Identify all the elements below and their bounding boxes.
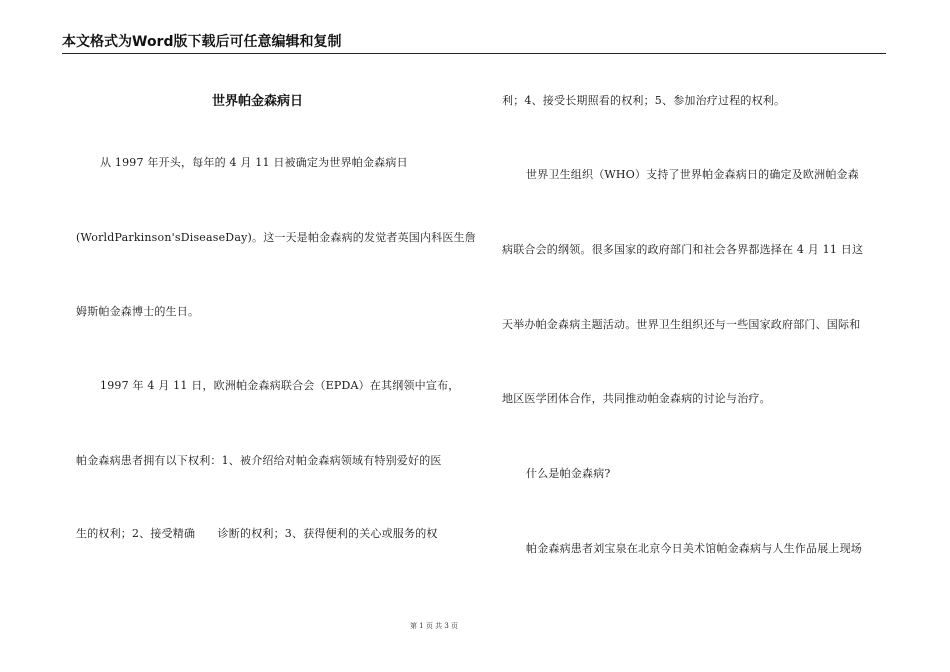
right-line-7: 帕金森病患者刘宝泉在北京今日美术馆帕金森病与人生作品展上现场 bbox=[526, 542, 862, 555]
page-number: 第 1 页 共 3 页 bbox=[410, 622, 459, 630]
right-line-2: 世界卫生组织（WHO）支持了世界帕金森病日的确定及欧洲帕金森 bbox=[526, 168, 859, 181]
right-line-6: 什么是帕金森病? bbox=[526, 467, 611, 480]
right-line-3: 病联合会的纲领。很多国家的政府部门和社会各界都选择在 4 月 11 日这 bbox=[502, 243, 864, 256]
document-title: 世界帕金森病日 bbox=[212, 94, 304, 109]
left-line-2: (WorldParkinson'sDiseaseDay)。这一天是帕金森病的发觉者英国内科医生詹 bbox=[76, 231, 476, 244]
left-line-3: 姆斯帕金森博士的生日。 bbox=[76, 305, 200, 318]
left-line-1: 从 1997 年开头，每年的 4 月 11 日被确定为世界帕金森病日 bbox=[100, 156, 408, 169]
left-line-5: 帕金森病患者拥有以下权利：1、被介绍给对帕金森病领域有特别爱好的医 bbox=[76, 454, 442, 467]
header-text: 本文格式为Word版下载后可任意编辑和复制 bbox=[62, 34, 342, 50]
page-header bbox=[62, 32, 886, 54]
right-line-5: 地区医学团体合作，共同推动帕金森病的讨论与治疗。 bbox=[502, 392, 771, 405]
right-line-1: 利；4、接受长期照看的权利；5、参加治疗过程的权利。 bbox=[502, 94, 786, 107]
header-divider bbox=[62, 53, 886, 54]
left-line-6: 生的权利；2、接受精确 诊断的权利；3、获得便利的关心或服务的权 bbox=[76, 527, 438, 540]
right-line-4: 天举办帕金森病主题活动。世界卫生组织还与一些国家政府部门、国际和 bbox=[502, 318, 861, 331]
left-line-4: 1997 年 4 月 11 日，欧洲帕金森病联合会（EPDA）在其纲领中宣布， bbox=[100, 379, 460, 392]
